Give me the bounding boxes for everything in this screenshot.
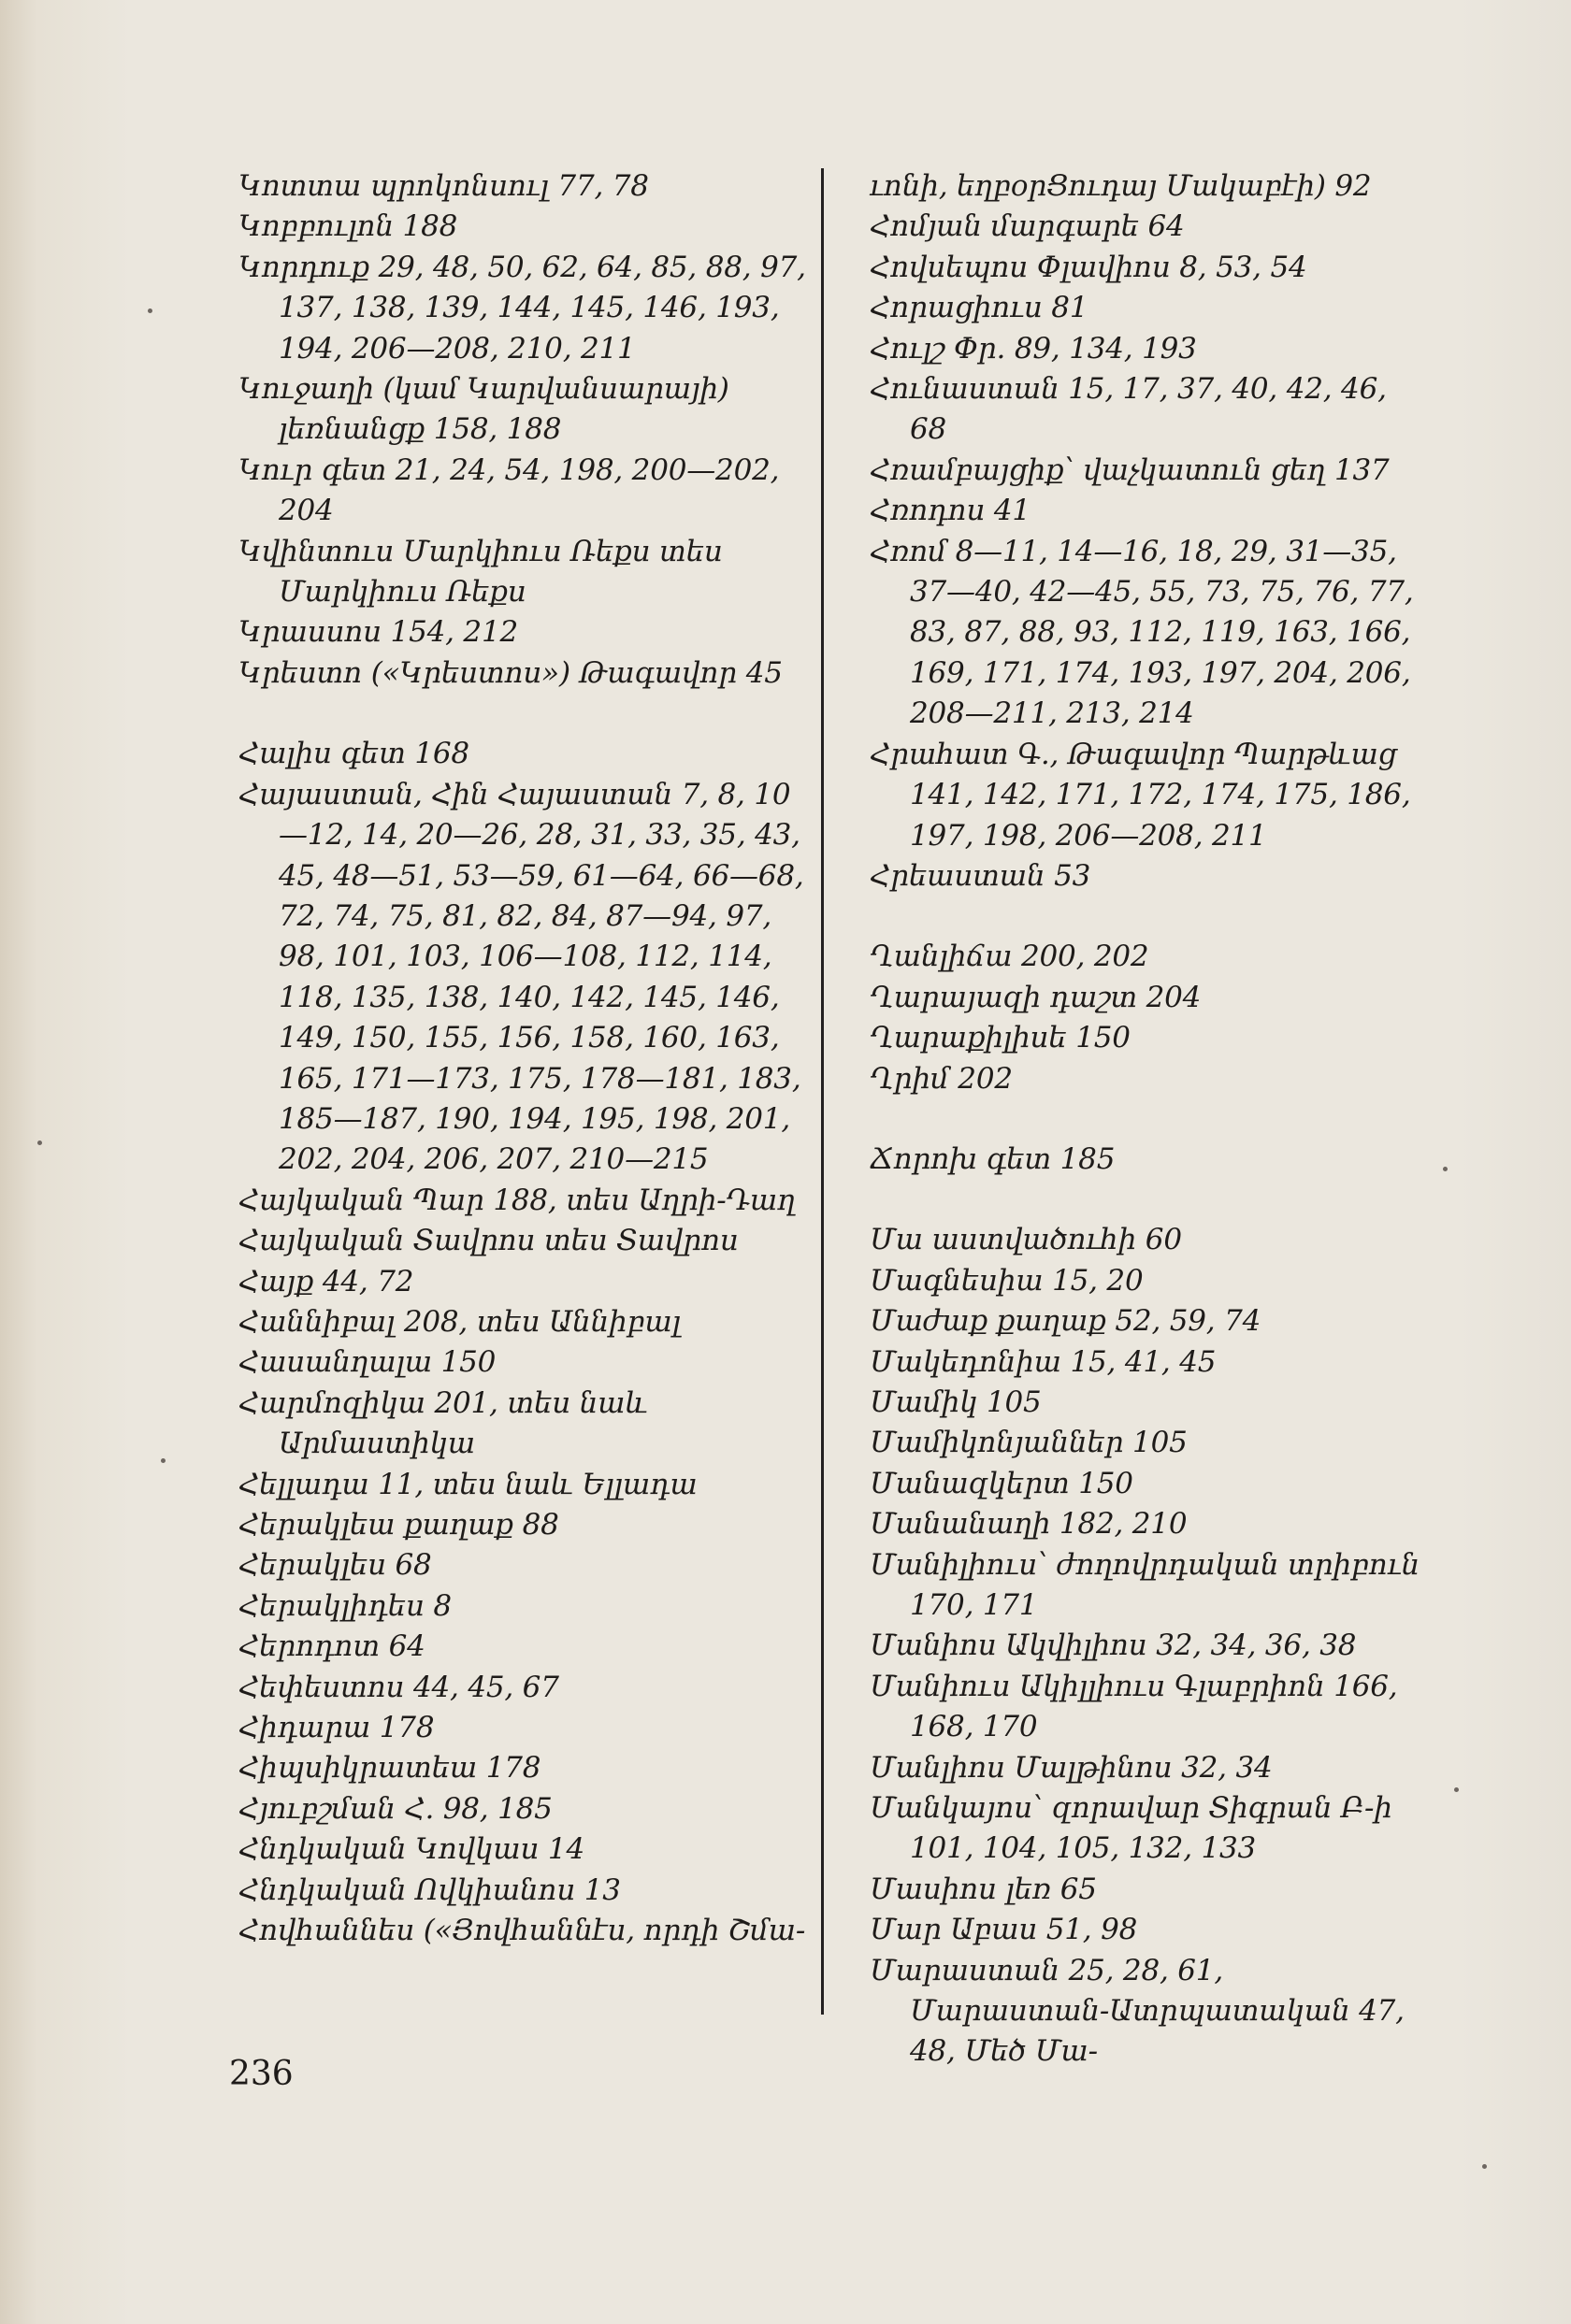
index-entry: Մանանաղի 182, 210 <box>870 1507 1188 1542</box>
index-entry: Կոտտա պրոկոնսուլ 77, 78 <box>238 169 649 203</box>
index-entry: Հայկական Տավրոս տես Տավրոս <box>238 1224 739 1258</box>
index-entry: Մանլիոս Մալթինոս 32, 34 <box>870 1750 1273 1785</box>
index-entry: Հիդարա 178 <box>238 1711 435 1745</box>
index-entry: Հերակլես 68 <box>238 1548 432 1583</box>
index-entry: Հրահատ Գ., Թագավոր Պարթևաց 141, 142, 171, 172, 174, 175, 186, 197, 198, 206—208, 211 <box>870 737 1411 853</box>
index-entry: Ղրիմ 202 <box>870 1061 1013 1096</box>
index-entry: Հիպսիկրատեա 178 <box>238 1751 541 1786</box>
index-entry: Հերակլիդես 8 <box>238 1588 452 1623</box>
index-entry: Կուջաղի (կամ Կարվանսարայի) լեռնանցք 158, 188 <box>238 372 729 447</box>
index-entry: Մակեդոնիա 15, 41, 45 <box>870 1344 1217 1379</box>
index-entry: Հոմյան մարգարե 64 <box>870 209 1185 244</box>
index-entry: Հովսեպոս Փլավիոս 8, 53, 54 <box>870 250 1307 284</box>
index-entry: Հելլադա 11, տես նաև Ելլադա <box>238 1467 698 1501</box>
index-entry: Հալիս գետ 168 <box>238 737 469 771</box>
index-entry: Կոբբուլոն 188 <box>238 209 458 244</box>
index-entry: Հորացիուս 81 <box>870 291 1088 325</box>
index-entry: Ղանլիճա 200, 202 <box>870 940 1149 974</box>
index-entry: Կրեստո («Կրեստոս») Թագավոր 45 <box>238 655 783 690</box>
index-entry: Մանիուս Ակիլլիուս Գլաբրիոն 166, 168, 170 <box>870 1669 1398 1744</box>
index-entry: Մա աստվածուհի 60 <box>870 1223 1182 1257</box>
index-column-left <box>238 166 818 1951</box>
index-entry: Հայաստան, Հին Հայաստան 7, 8, 10—12, 14, 20—26, 28, 31, 33, 35, 43, 45, 48—51, 53—59, 61—64, 66—68, 72, 74, 75, 81, 82, 84, 87—94, 97, 98, 101, 103, 106—108, 112, 114, 118, 135, 138, 140, 142, 145, 146, 149, 150, 155, 156, 158, 160, 163, 165, 171—173, 175, 178—181, 183, 185—187, 190, 194, 195, 198, 201, 202, 204, 206, 207, 210—215 <box>238 777 804 1177</box>
index-entry: Մանազկերտ 150 <box>870 1466 1133 1500</box>
index-entry: Հռոմ 8—11, 14—16, 18, 29, 31—35, 37—40, 42—45, 55, 73, 75, 76, 77, 83, 87, 88, 93, 112, 119, 163, 166, 169, 171, 174, 193, 197, 204, 206, 208—211, 213, 214 <box>870 534 1414 731</box>
index-entry: Հերակլեա քաղաք 88 <box>238 1508 559 1542</box>
index-entry: Մարաստան 25, 28, 61, Մարաստան-Ատրպատական 47, 48, Մեծ Մա- <box>870 1953 1405 2069</box>
paper-speck <box>148 308 152 313</box>
index-entry: Կորդուք 29, 48, 50, 62, 64, 85, 88, 97, 137, 138, 139, 144, 145, 146, 193, 194, 206—208, 210, 211 <box>238 250 806 366</box>
index-column-right <box>870 166 1421 2073</box>
index-entry: Մաժաք քաղաք 52, 59, 74 <box>870 1304 1261 1339</box>
index-entry: Մանիլիուս՝ ժողովրդական տրիբուն 170, 171 <box>870 1547 1420 1622</box>
index-entry: Մագնեսիա 15, 20 <box>870 1263 1144 1298</box>
column-divider <box>821 168 824 2015</box>
index-entry: Հուլշ Փր. 89, 134, 193 <box>870 331 1197 366</box>
index-entry: Հռոդոս 41 <box>870 494 1031 528</box>
paper-speck <box>161 1458 166 1463</box>
index-entry: Հնդկական Ովկիանոս 13 <box>238 1872 621 1907</box>
index-entry: Մանիոս Ակվիլիոս 32, 34, 36, 38 <box>870 1628 1357 1663</box>
index-entry: Հյուբշման Հ. 98, 185 <box>238 1791 553 1826</box>
paper-speck <box>1454 1787 1459 1792</box>
index-entry: Հեփեստոս 44, 45, 67 <box>238 1670 559 1704</box>
index-entry: Ճորոխ գետ 185 <box>870 1141 1116 1176</box>
index-entry: Հնդկական Կովկաս 14 <box>238 1832 584 1867</box>
index-entry: Մամիկոնյաններ 105 <box>870 1426 1188 1460</box>
index-entry: Կրասսոս 154, 212 <box>238 615 519 650</box>
index-entry: Հարմոզիկա 201, տես նաև Արմաստիկա <box>238 1385 648 1461</box>
index-entry: Հասանղալա 150 <box>238 1345 497 1380</box>
index-entry: Հերոդոտ 64 <box>238 1629 425 1664</box>
index-entry: Հրեաստան 53 <box>870 858 1091 893</box>
index-entry: Հունաստան 15, 17, 37, 40, 42, 46, 68 <box>870 372 1387 447</box>
index-entry: Մասիոս լեռ 65 <box>870 1872 1097 1906</box>
paper-speck <box>37 1140 42 1145</box>
index-entry: Հռամբայցիք՝ վաչկատուն ցեղ 137 <box>870 452 1390 487</box>
paper-speck <box>1482 2164 1487 2169</box>
index-entry: Կվինտուս Մարկիուս Ռեքս տես Մարկիուս Ռեքս <box>238 534 723 610</box>
index-entry: Հայք 44, 72 <box>238 1264 414 1298</box>
index-entry: Ղարայազի դաշտ 204 <box>870 980 1202 1014</box>
index-entry: ւոնի, եղբօրՑուդայ Մակաբէի) 92 <box>870 169 1372 203</box>
index-entry: Ղարաքիլիսե 150 <box>870 1021 1131 1055</box>
index-entry: Հովհաննես («Յովհաննէս, որդի Շմա- <box>238 1914 806 1948</box>
paper-speck <box>1443 1167 1448 1171</box>
index-entry: Հայկական Պար 188, տես Աղրի-Դաղ <box>238 1183 796 1217</box>
index-entry: Մար Աբաս 51, 98 <box>870 1913 1138 1947</box>
index-entry: Մամիկ 105 <box>870 1384 1042 1419</box>
page-number: 236 <box>229 2055 294 2093</box>
index-entry: Մանկայոս՝ զորավար Տիգրան Բ-ի 101, 104, 105, 132, 133 <box>870 1791 1392 1866</box>
index-entry: Հաննիբալ 208, տես Աննիբալ <box>238 1304 681 1339</box>
index-entry: Կուր գետ 21, 24, 54, 198, 200—202, 204 <box>238 452 780 528</box>
